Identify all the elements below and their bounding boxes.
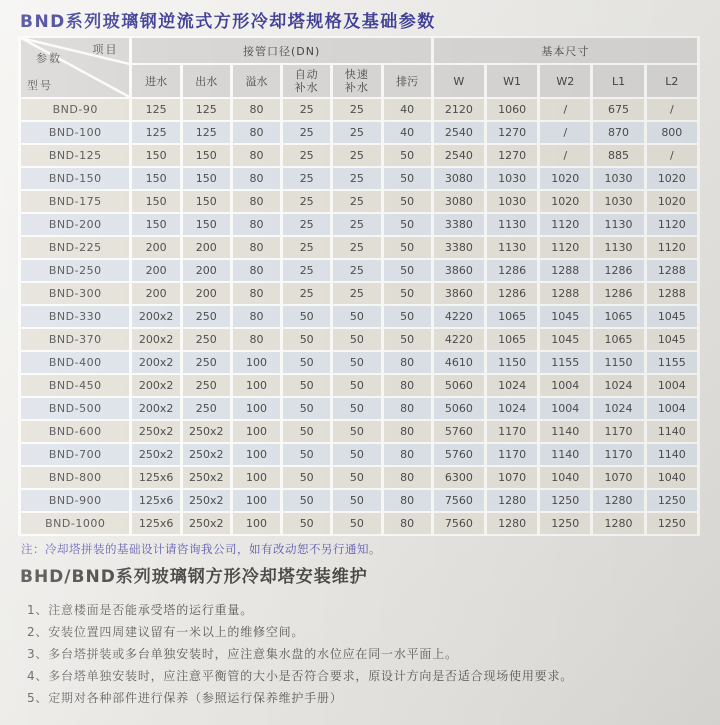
value-cell: 50 [333,513,380,534]
value-cell: 1040 [647,467,697,488]
value-cell: 40 [384,99,431,120]
value-cell: 5060 [434,375,484,396]
value-cell: 1250 [647,513,697,534]
value-cell: 80 [233,168,280,189]
value-cell: 100 [233,513,280,534]
value-cell: 50 [283,352,330,373]
value-cell: 5060 [434,398,484,419]
value-cell: 1140 [647,444,697,465]
value-cell: 1065 [593,306,643,327]
value-cell: 1020 [540,168,590,189]
value-cell: 25 [333,260,380,281]
value-cell: 25 [283,99,330,120]
value-cell: 25 [283,191,330,212]
value-cell: 4220 [434,329,484,350]
page-title: BND系列玻璃钢逆流式方形冷却塔规格及基础参数 [20,12,436,32]
value-cell: 50 [283,329,330,350]
table-row [21,490,697,511]
value-cell: 1120 [647,237,697,258]
value-cell: 1004 [540,398,590,419]
value-cell: 1250 [540,490,590,511]
maintenance-list [27,599,710,709]
model-cell: BND-800 [21,467,129,488]
value-cell: 200 [183,283,230,304]
column-header: 快速补水 [333,65,380,97]
value-cell: 50 [384,145,431,166]
model-cell: BND-900 [21,490,129,511]
value-cell: 1004 [647,375,697,396]
value-cell: 50 [384,168,431,189]
model-cell: BND-125 [21,145,129,166]
value-cell: 200x2 [132,352,179,373]
value-cell: 4610 [434,352,484,373]
value-cell: 1280 [487,513,537,534]
table-row [21,398,697,419]
value-cell: 100 [233,490,280,511]
table-row [21,191,697,212]
value-cell: 25 [333,168,380,189]
value-cell: 50 [283,513,330,534]
value-cell: 675 [593,99,643,120]
value-cell: 800 [647,122,697,143]
value-cell: 2540 [434,122,484,143]
model-cell: BND-330 [21,306,129,327]
value-cell: 1288 [540,283,590,304]
value-cell: 150 [183,168,230,189]
value-cell: 1024 [593,398,643,419]
value-cell: 1004 [647,398,697,419]
column-header: 出水 [183,65,230,97]
model-cell: BND-400 [21,352,129,373]
value-cell: 80 [233,283,280,304]
value-cell: 200x2 [132,329,179,350]
value-cell: 50 [333,421,380,442]
value-cell: 1045 [647,306,697,327]
value-cell: 50 [333,329,380,350]
value-cell: 250 [183,306,230,327]
maintenance-item: 5、定期对各种部件进行保养（参照运行保养维护手册） [27,691,343,705]
value-cell: 1030 [593,168,643,189]
table-row [21,283,697,304]
value-cell: 50 [384,260,431,281]
value-cell: 1270 [487,145,537,166]
value-cell: 200x2 [132,306,179,327]
value-cell: 80 [233,145,280,166]
value-cell: 80 [384,444,431,465]
table-row [21,375,697,396]
corner-label-param: 参数 [36,52,62,65]
column-header: L2 [647,65,697,97]
value-cell: 1070 [487,467,537,488]
value-cell: 1130 [487,214,537,235]
value-cell: 3860 [434,260,484,281]
model-cell: BND-175 [21,191,129,212]
value-cell: 150 [132,214,179,235]
value-cell: 1140 [647,421,697,442]
model-cell: BND-370 [21,329,129,350]
value-cell: 5760 [434,421,484,442]
value-cell: 250 [183,375,230,396]
value-cell: 200 [132,237,179,258]
value-cell: 25 [333,145,380,166]
value-cell: 150 [183,191,230,212]
group-header-basic-dimensions: 基本尺寸 [434,38,697,63]
value-cell: 50 [283,444,330,465]
value-cell: 1170 [593,444,643,465]
value-cell: 250x2 [132,421,179,442]
value-cell: 50 [283,375,330,396]
value-cell: 80 [233,99,280,120]
value-cell: 3380 [434,237,484,258]
value-cell: 1286 [487,260,537,281]
model-cell: BND-300 [21,283,129,304]
column-header: W1 [487,65,537,97]
value-cell: 50 [384,306,431,327]
column-header: L1 [593,65,643,97]
value-cell: 25 [333,237,380,258]
value-cell: 1286 [593,283,643,304]
value-cell: 25 [283,214,330,235]
value-cell: 125x6 [132,513,179,534]
column-header: 进水 [132,65,179,97]
table-row [21,122,697,143]
section-title: BHD/BND系列玻璃钢方形冷却塔安装维护 [20,567,368,587]
value-cell: 100 [233,375,280,396]
value-cell: 200 [132,260,179,281]
value-cell: 80 [233,237,280,258]
value-cell: 150 [132,145,179,166]
value-cell: 200x2 [132,375,179,396]
value-cell: 80 [233,329,280,350]
value-cell: 1030 [487,168,537,189]
value-cell: 1040 [540,467,590,488]
model-cell: BND-90 [21,99,129,120]
value-cell: 25 [333,191,380,212]
value-cell: 1130 [593,214,643,235]
value-cell: 80 [384,398,431,419]
value-cell: 80 [233,260,280,281]
value-cell: 80 [384,352,431,373]
value-cell: 125 [183,122,230,143]
value-cell: 3380 [434,214,484,235]
value-cell: 1065 [593,329,643,350]
table-row [21,237,697,258]
value-cell: 1030 [487,191,537,212]
value-cell: 1130 [593,237,643,258]
value-cell: 1250 [647,490,697,511]
value-cell: 100 [233,352,280,373]
value-cell: 1030 [593,191,643,212]
value-cell: 100 [233,467,280,488]
value-cell: 150 [132,191,179,212]
value-cell: 50 [333,444,380,465]
value-cell: 1004 [540,375,590,396]
value-cell: 125 [132,99,179,120]
column-header: W2 [540,65,590,97]
value-cell: 1020 [647,191,697,212]
value-cell: 50 [384,237,431,258]
value-cell: 25 [283,237,330,258]
value-cell: 50 [384,329,431,350]
value-cell: 80 [233,122,280,143]
value-cell: 3080 [434,168,484,189]
value-cell: 2120 [434,99,484,120]
value-cell: 1270 [487,122,537,143]
value-cell: 80 [384,467,431,488]
value-cell: 1024 [593,375,643,396]
model-cell: BND-1000 [21,513,129,534]
value-cell: 25 [333,122,380,143]
table-row [21,444,697,465]
value-cell: 125 [183,99,230,120]
value-cell: 100 [233,421,280,442]
value-cell: 1020 [540,191,590,212]
value-cell: 80 [384,375,431,396]
value-cell: 50 [384,283,431,304]
table-row [21,352,697,373]
value-cell: 40 [384,122,431,143]
value-cell: 1280 [593,513,643,534]
value-cell: 100 [233,444,280,465]
table-group-header-row [21,38,697,63]
value-cell: 200 [183,260,230,281]
value-cell: 150 [183,214,230,235]
value-cell: 25 [333,99,380,120]
value-cell: 4220 [434,306,484,327]
value-cell: 50 [333,375,380,396]
value-cell: 1155 [540,352,590,373]
model-cell: BND-100 [21,122,129,143]
value-cell: 1288 [540,260,590,281]
value-cell: 25 [283,283,330,304]
value-cell: 125x6 [132,490,179,511]
value-cell: 50 [283,421,330,442]
value-cell: 1065 [487,306,537,327]
model-cell: BND-200 [21,214,129,235]
value-cell: 50 [283,490,330,511]
value-cell: 25 [283,122,330,143]
value-cell: 250 [183,352,230,373]
value-cell: 50 [333,352,380,373]
maintenance-item: 3、多台塔拼装或多台单独安装时，应注意集水盘的水位应在同一水平面上。 [27,647,458,661]
column-header: 溢水 [233,65,280,97]
value-cell: 50 [333,306,380,327]
value-cell: / [647,145,697,166]
value-cell: 25 [333,214,380,235]
table-row [21,99,697,120]
model-cell: BND-600 [21,421,129,442]
table-row [21,214,697,235]
value-cell: 2540 [434,145,484,166]
table-note: 注：冷却塔拼装的基础设计请咨询我公司，如有改动恕不另行通知。 [21,542,381,556]
value-cell: 80 [384,513,431,534]
value-cell: 1045 [540,306,590,327]
model-cell: BND-225 [21,237,129,258]
value-cell: 6300 [434,467,484,488]
value-cell: 50 [384,191,431,212]
value-cell: 1288 [647,283,697,304]
value-cell: 125x6 [132,467,179,488]
table-row [21,421,697,442]
value-cell: 1120 [540,214,590,235]
maintenance-item: 1、注意楼面是否能承受塔的运行重量。 [27,603,254,617]
value-cell: / [540,122,590,143]
value-cell: 1280 [487,490,537,511]
value-cell: 250x2 [183,421,230,442]
value-cell: 250x2 [183,513,230,534]
corner-label-model: 型号 [27,79,53,92]
value-cell: 1288 [647,260,697,281]
table-row [21,145,697,166]
value-cell: 3860 [434,283,484,304]
value-cell: / [540,145,590,166]
value-cell: 25 [283,168,330,189]
group-header-pipe-diameter: 接管口径(DN) [132,38,430,63]
value-cell: 1286 [593,260,643,281]
value-cell: 1065 [487,329,537,350]
column-header: 排污 [384,65,431,97]
value-cell: 1120 [540,237,590,258]
value-cell: 885 [593,145,643,166]
table-corner-cell [21,38,129,97]
value-cell: 150 [183,145,230,166]
value-cell: / [647,99,697,120]
value-cell: 1280 [593,490,643,511]
maintenance-item: 2、安装位置四周建议留有一米以上的维修空间。 [27,625,305,639]
table-row [21,513,697,534]
table-row [21,329,697,350]
value-cell: 250x2 [183,467,230,488]
value-cell: 250x2 [183,444,230,465]
value-cell: 1170 [593,421,643,442]
value-cell: 50 [333,398,380,419]
value-cell: 1140 [540,421,590,442]
value-cell: 870 [593,122,643,143]
value-cell: 25 [283,260,330,281]
model-cell: BND-150 [21,168,129,189]
value-cell: 1020 [647,168,697,189]
value-cell: 1060 [487,99,537,120]
value-cell: 1070 [593,467,643,488]
value-cell: 250x2 [132,444,179,465]
value-cell: 200 [132,283,179,304]
value-cell: 25 [333,283,380,304]
value-cell: 1170 [487,444,537,465]
model-cell: BND-250 [21,260,129,281]
value-cell: 200 [183,237,230,258]
corner-label-item: 项目 [92,43,119,56]
model-cell: BND-500 [21,398,129,419]
value-cell: 250 [183,398,230,419]
value-cell: / [540,99,590,120]
value-cell: 1024 [487,375,537,396]
table-row [21,260,697,281]
value-cell: 3080 [434,191,484,212]
value-cell: 250x2 [183,490,230,511]
column-header: 自动补水 [283,65,330,97]
value-cell: 7560 [434,490,484,511]
value-cell: 50 [283,467,330,488]
table-row [21,168,697,189]
value-cell: 80 [233,306,280,327]
maintenance-item: 4、多台塔单独安装时，应注意平衡管的大小是否符合要求，原设计方向是否适合现场使用要求。 [27,669,574,683]
value-cell: 50 [283,398,330,419]
value-cell: 1150 [487,352,537,373]
value-cell: 50 [384,214,431,235]
table-body [21,99,697,534]
table-row [21,467,697,488]
value-cell: 1150 [593,352,643,373]
value-cell: 80 [384,421,431,442]
value-cell: 1130 [487,237,537,258]
value-cell: 250 [183,329,230,350]
value-cell: 25 [283,145,330,166]
value-cell: 80 [384,490,431,511]
value-cell: 150 [132,168,179,189]
value-cell: 1045 [540,329,590,350]
model-cell: BND-700 [21,444,129,465]
value-cell: 5760 [434,444,484,465]
value-cell: 50 [333,490,380,511]
value-cell: 80 [233,191,280,212]
table-row [21,306,697,327]
spec-table [18,36,700,536]
column-header: W [434,65,484,97]
value-cell: 1045 [647,329,697,350]
value-cell: 50 [333,467,380,488]
value-cell: 100 [233,398,280,419]
value-cell: 80 [233,214,280,235]
value-cell: 125 [132,122,179,143]
value-cell: 1140 [540,444,590,465]
value-cell: 7560 [434,513,484,534]
value-cell: 1250 [540,513,590,534]
value-cell: 1120 [647,214,697,235]
model-cell: BND-450 [21,375,129,396]
value-cell: 1024 [487,398,537,419]
value-cell: 1170 [487,421,537,442]
value-cell: 200x2 [132,398,179,419]
value-cell: 1286 [487,283,537,304]
value-cell: 50 [283,306,330,327]
value-cell: 1155 [647,352,697,373]
